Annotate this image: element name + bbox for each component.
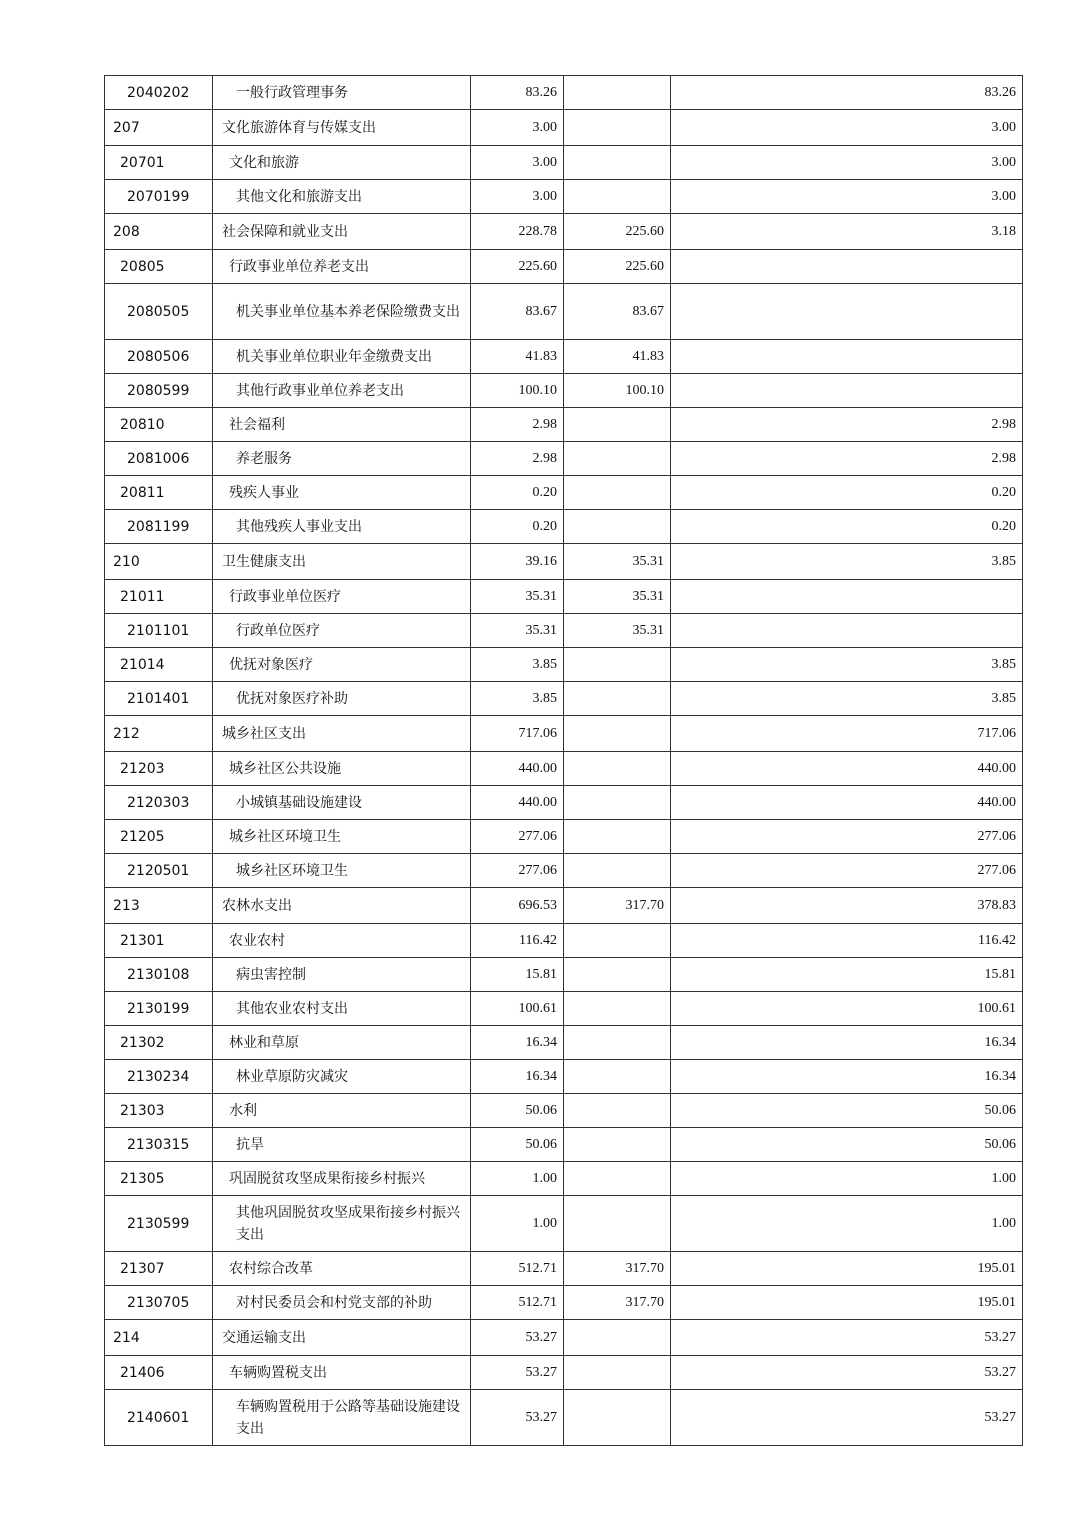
table-row (105, 1390, 1023, 1446)
total-amount-cell: 16.34 (471, 1060, 564, 1094)
basic-expenditure-cell (564, 1026, 671, 1060)
table-row (105, 924, 1023, 958)
basic-expenditure-cell (564, 180, 671, 214)
subject-code-cell: 2130315 (105, 1128, 213, 1162)
total-amount-cell: 0.20 (471, 476, 564, 510)
table-row (105, 1094, 1023, 1128)
subject-name-cell: 其他文化和旅游支出 (213, 180, 471, 214)
subject-code-cell: 21301 (105, 924, 213, 958)
subject-code-cell: 21011 (105, 580, 213, 614)
basic-expenditure-cell (564, 76, 671, 110)
table-row (105, 180, 1023, 214)
table-row (105, 614, 1023, 648)
table-row (105, 682, 1023, 716)
project-expenditure-cell (671, 250, 1023, 284)
project-expenditure-cell: 50.06 (671, 1094, 1023, 1128)
total-amount-cell: 100.61 (471, 992, 564, 1026)
subject-name-cell: 行政事业单位医疗 (213, 580, 471, 614)
subject-name-cell: 文化和旅游 (213, 146, 471, 180)
basic-expenditure-cell (564, 854, 671, 888)
basic-expenditure-cell (564, 1060, 671, 1094)
total-amount-cell: 277.06 (471, 820, 564, 854)
basic-expenditure-cell: 35.31 (564, 580, 671, 614)
subject-name-cell: 行政单位医疗 (213, 614, 471, 648)
project-expenditure-cell: 16.34 (671, 1026, 1023, 1060)
subject-code-cell: 2130199 (105, 992, 213, 1026)
basic-expenditure-cell (564, 510, 671, 544)
total-amount-cell: 512.71 (471, 1286, 564, 1320)
table-row (105, 374, 1023, 408)
project-expenditure-cell: 53.27 (671, 1356, 1023, 1390)
project-expenditure-cell: 3.85 (671, 648, 1023, 682)
total-amount-cell: 228.78 (471, 214, 564, 250)
project-expenditure-cell: 15.81 (671, 958, 1023, 992)
total-amount-cell: 696.53 (471, 888, 564, 924)
total-amount-cell: 3.00 (471, 146, 564, 180)
subject-name-cell: 其他巩固脱贫攻坚成果衔接乡村振兴支出 (213, 1196, 471, 1252)
table-row (105, 1128, 1023, 1162)
subject-code-cell: 208 (105, 214, 213, 250)
table-row (105, 992, 1023, 1026)
subject-code-cell: 2070199 (105, 180, 213, 214)
basic-expenditure-cell (564, 442, 671, 476)
basic-expenditure-cell: 317.70 (564, 1286, 671, 1320)
total-amount-cell: 717.06 (471, 716, 564, 752)
project-expenditure-cell (671, 374, 1023, 408)
project-expenditure-cell: 3.85 (671, 544, 1023, 580)
table-row (105, 76, 1023, 110)
subject-code-cell: 21014 (105, 648, 213, 682)
project-expenditure-cell: 50.06 (671, 1128, 1023, 1162)
basic-expenditure-cell: 317.70 (564, 888, 671, 924)
subject-name-cell: 城乡社区支出 (213, 716, 471, 752)
basic-expenditure-cell (564, 820, 671, 854)
table-row (105, 752, 1023, 786)
subject-name-cell: 林业草原防灾减灾 (213, 1060, 471, 1094)
total-amount-cell: 53.27 (471, 1390, 564, 1446)
subject-code-cell: 20701 (105, 146, 213, 180)
subject-name-cell: 车辆购置税支出 (213, 1356, 471, 1390)
basic-expenditure-cell (564, 1320, 671, 1356)
basic-expenditure-cell: 317.70 (564, 1252, 671, 1286)
subject-name-cell: 机关事业单位职业年金缴费支出 (213, 340, 471, 374)
project-expenditure-cell: 3.18 (671, 214, 1023, 250)
subject-code-cell: 210 (105, 544, 213, 580)
basic-expenditure-cell (564, 992, 671, 1026)
total-amount-cell: 512.71 (471, 1252, 564, 1286)
table-row (105, 442, 1023, 476)
table-row (105, 544, 1023, 580)
subject-code-cell: 2040202 (105, 76, 213, 110)
subject-name-cell: 其他行政事业单位养老支出 (213, 374, 471, 408)
budget-table-page (104, 75, 1022, 1446)
subject-code-cell: 2101401 (105, 682, 213, 716)
subject-code-cell: 21406 (105, 1356, 213, 1390)
total-amount-cell: 50.06 (471, 1094, 564, 1128)
subject-name-cell: 病虫害控制 (213, 958, 471, 992)
total-amount-cell: 16.34 (471, 1026, 564, 1060)
total-amount-cell: 35.31 (471, 580, 564, 614)
basic-expenditure-cell (564, 1094, 671, 1128)
total-amount-cell: 1.00 (471, 1196, 564, 1252)
basic-expenditure-cell (564, 110, 671, 146)
subject-code-cell: 20810 (105, 408, 213, 442)
total-amount-cell: 41.83 (471, 340, 564, 374)
total-amount-cell: 0.20 (471, 510, 564, 544)
project-expenditure-cell: 195.01 (671, 1252, 1023, 1286)
table-row (105, 1196, 1023, 1252)
subject-code-cell: 2101101 (105, 614, 213, 648)
table-row (105, 510, 1023, 544)
basic-expenditure-cell (564, 752, 671, 786)
basic-expenditure-cell: 83.67 (564, 284, 671, 340)
total-amount-cell: 440.00 (471, 786, 564, 820)
table-row (105, 214, 1023, 250)
table-row (105, 716, 1023, 752)
total-amount-cell: 277.06 (471, 854, 564, 888)
total-amount-cell: 3.00 (471, 180, 564, 214)
subject-code-cell: 21305 (105, 1162, 213, 1196)
project-expenditure-cell: 3.00 (671, 180, 1023, 214)
basic-expenditure-cell (564, 1128, 671, 1162)
subject-name-cell: 农林水支出 (213, 888, 471, 924)
subject-name-cell: 巩固脱贫攻坚成果衔接乡村振兴 (213, 1162, 471, 1196)
subject-name-cell: 机关事业单位基本养老保险缴费支出 (213, 284, 471, 340)
total-amount-cell: 39.16 (471, 544, 564, 580)
table-row (105, 250, 1023, 284)
total-amount-cell: 100.10 (471, 374, 564, 408)
subject-name-cell: 对村民委员会和村党支部的补助 (213, 1286, 471, 1320)
subject-name-cell: 社会保障和就业支出 (213, 214, 471, 250)
subject-name-cell: 文化旅游体育与传媒支出 (213, 110, 471, 146)
total-amount-cell: 1.00 (471, 1162, 564, 1196)
subject-name-cell: 其他农业农村支出 (213, 992, 471, 1026)
subject-code-cell: 2120303 (105, 786, 213, 820)
table-row (105, 786, 1023, 820)
basic-expenditure-cell (564, 716, 671, 752)
total-amount-cell: 83.26 (471, 76, 564, 110)
subject-code-cell: 20805 (105, 250, 213, 284)
total-amount-cell: 53.27 (471, 1356, 564, 1390)
subject-code-cell: 21203 (105, 752, 213, 786)
project-expenditure-cell: 100.61 (671, 992, 1023, 1026)
basic-expenditure-cell (564, 476, 671, 510)
table-row (105, 580, 1023, 614)
subject-name-cell: 养老服务 (213, 442, 471, 476)
project-expenditure-cell: 195.01 (671, 1286, 1023, 1320)
basic-expenditure-cell (564, 924, 671, 958)
project-expenditure-cell: 53.27 (671, 1320, 1023, 1356)
basic-expenditure-cell (564, 648, 671, 682)
project-expenditure-cell: 0.20 (671, 476, 1023, 510)
basic-expenditure-cell (564, 1196, 671, 1252)
subject-code-cell: 207 (105, 110, 213, 146)
subject-name-cell: 车辆购置税用于公路等基础设施建设支出 (213, 1390, 471, 1446)
subject-name-cell: 交通运输支出 (213, 1320, 471, 1356)
table-row (105, 958, 1023, 992)
subject-code-cell: 2140601 (105, 1390, 213, 1446)
table-row (105, 1356, 1023, 1390)
project-expenditure-cell: 83.26 (671, 76, 1023, 110)
subject-code-cell: 212 (105, 716, 213, 752)
total-amount-cell: 35.31 (471, 614, 564, 648)
project-expenditure-cell: 2.98 (671, 442, 1023, 476)
project-expenditure-cell: 378.83 (671, 888, 1023, 924)
subject-code-cell: 2130108 (105, 958, 213, 992)
project-expenditure-cell: 53.27 (671, 1390, 1023, 1446)
subject-name-cell: 抗旱 (213, 1128, 471, 1162)
total-amount-cell: 225.60 (471, 250, 564, 284)
subject-name-cell: 城乡社区公共设施 (213, 752, 471, 786)
subject-code-cell: 2080505 (105, 284, 213, 340)
subject-name-cell: 残疾人事业 (213, 476, 471, 510)
project-expenditure-cell: 3.00 (671, 110, 1023, 146)
subject-name-cell: 其他残疾人事业支出 (213, 510, 471, 544)
project-expenditure-cell (671, 340, 1023, 374)
subject-code-cell: 2080599 (105, 374, 213, 408)
subject-name-cell: 一般行政管理事务 (213, 76, 471, 110)
subject-name-cell: 水利 (213, 1094, 471, 1128)
basic-expenditure-cell: 225.60 (564, 250, 671, 284)
total-amount-cell: 3.85 (471, 648, 564, 682)
project-expenditure-cell: 440.00 (671, 752, 1023, 786)
project-expenditure-cell (671, 580, 1023, 614)
project-expenditure-cell: 3.00 (671, 146, 1023, 180)
subject-code-cell: 21205 (105, 820, 213, 854)
total-amount-cell: 50.06 (471, 1128, 564, 1162)
basic-expenditure-cell: 100.10 (564, 374, 671, 408)
project-expenditure-cell: 3.85 (671, 682, 1023, 716)
expenditure-table (104, 75, 1023, 1446)
basic-expenditure-cell (564, 958, 671, 992)
project-expenditure-cell: 2.98 (671, 408, 1023, 442)
basic-expenditure-cell: 225.60 (564, 214, 671, 250)
project-expenditure-cell: 717.06 (671, 716, 1023, 752)
basic-expenditure-cell (564, 1162, 671, 1196)
basic-expenditure-cell: 35.31 (564, 614, 671, 648)
subject-name-cell: 农村综合改革 (213, 1252, 471, 1286)
total-amount-cell: 3.00 (471, 110, 564, 146)
subject-name-cell: 农业农村 (213, 924, 471, 958)
project-expenditure-cell: 1.00 (671, 1162, 1023, 1196)
table-row (105, 888, 1023, 924)
table-row (105, 1320, 1023, 1356)
subject-code-cell: 2130599 (105, 1196, 213, 1252)
subject-code-cell: 2080506 (105, 340, 213, 374)
table-row (105, 1162, 1023, 1196)
subject-name-cell: 城乡社区环境卫生 (213, 854, 471, 888)
total-amount-cell: 2.98 (471, 442, 564, 476)
subject-name-cell: 城乡社区环境卫生 (213, 820, 471, 854)
subject-code-cell: 214 (105, 1320, 213, 1356)
subject-code-cell: 21307 (105, 1252, 213, 1286)
total-amount-cell: 15.81 (471, 958, 564, 992)
total-amount-cell: 83.67 (471, 284, 564, 340)
total-amount-cell: 3.85 (471, 682, 564, 716)
subject-name-cell: 行政事业单位养老支出 (213, 250, 471, 284)
table-row (105, 408, 1023, 442)
basic-expenditure-cell: 35.31 (564, 544, 671, 580)
project-expenditure-cell: 0.20 (671, 510, 1023, 544)
basic-expenditure-cell (564, 1356, 671, 1390)
subject-name-cell: 优抚对象医疗 (213, 648, 471, 682)
subject-code-cell: 20811 (105, 476, 213, 510)
table-row (105, 1286, 1023, 1320)
basic-expenditure-cell (564, 682, 671, 716)
basic-expenditure-cell: 41.83 (564, 340, 671, 374)
subject-name-cell: 社会福利 (213, 408, 471, 442)
subject-name-cell: 优抚对象医疗补助 (213, 682, 471, 716)
basic-expenditure-cell (564, 146, 671, 180)
project-expenditure-cell: 116.42 (671, 924, 1023, 958)
table-row (105, 146, 1023, 180)
subject-code-cell: 213 (105, 888, 213, 924)
basic-expenditure-cell (564, 1390, 671, 1446)
table-row (105, 820, 1023, 854)
table-row (105, 110, 1023, 146)
table-row (105, 1026, 1023, 1060)
project-expenditure-cell: 277.06 (671, 820, 1023, 854)
table-row (105, 854, 1023, 888)
total-amount-cell: 116.42 (471, 924, 564, 958)
table-row (105, 1060, 1023, 1094)
subject-name-cell: 卫生健康支出 (213, 544, 471, 580)
total-amount-cell: 2.98 (471, 408, 564, 442)
basic-expenditure-cell (564, 408, 671, 442)
table-body (105, 76, 1023, 1446)
table-row (105, 648, 1023, 682)
project-expenditure-cell (671, 614, 1023, 648)
basic-expenditure-cell (564, 786, 671, 820)
subject-name-cell: 小城镇基础设施建设 (213, 786, 471, 820)
project-expenditure-cell: 16.34 (671, 1060, 1023, 1094)
subject-code-cell: 21302 (105, 1026, 213, 1060)
table-row (105, 340, 1023, 374)
subject-code-cell: 21303 (105, 1094, 213, 1128)
subject-code-cell: 2081199 (105, 510, 213, 544)
subject-code-cell: 2081006 (105, 442, 213, 476)
project-expenditure-cell: 277.06 (671, 854, 1023, 888)
subject-code-cell: 2130705 (105, 1286, 213, 1320)
subject-code-cell: 2130234 (105, 1060, 213, 1094)
total-amount-cell: 53.27 (471, 1320, 564, 1356)
table-row (105, 284, 1023, 340)
table-row (105, 1252, 1023, 1286)
subject-code-cell: 2120501 (105, 854, 213, 888)
subject-name-cell: 林业和草原 (213, 1026, 471, 1060)
total-amount-cell: 440.00 (471, 752, 564, 786)
table-row (105, 476, 1023, 510)
project-expenditure-cell: 1.00 (671, 1196, 1023, 1252)
project-expenditure-cell (671, 284, 1023, 340)
project-expenditure-cell: 440.00 (671, 786, 1023, 820)
